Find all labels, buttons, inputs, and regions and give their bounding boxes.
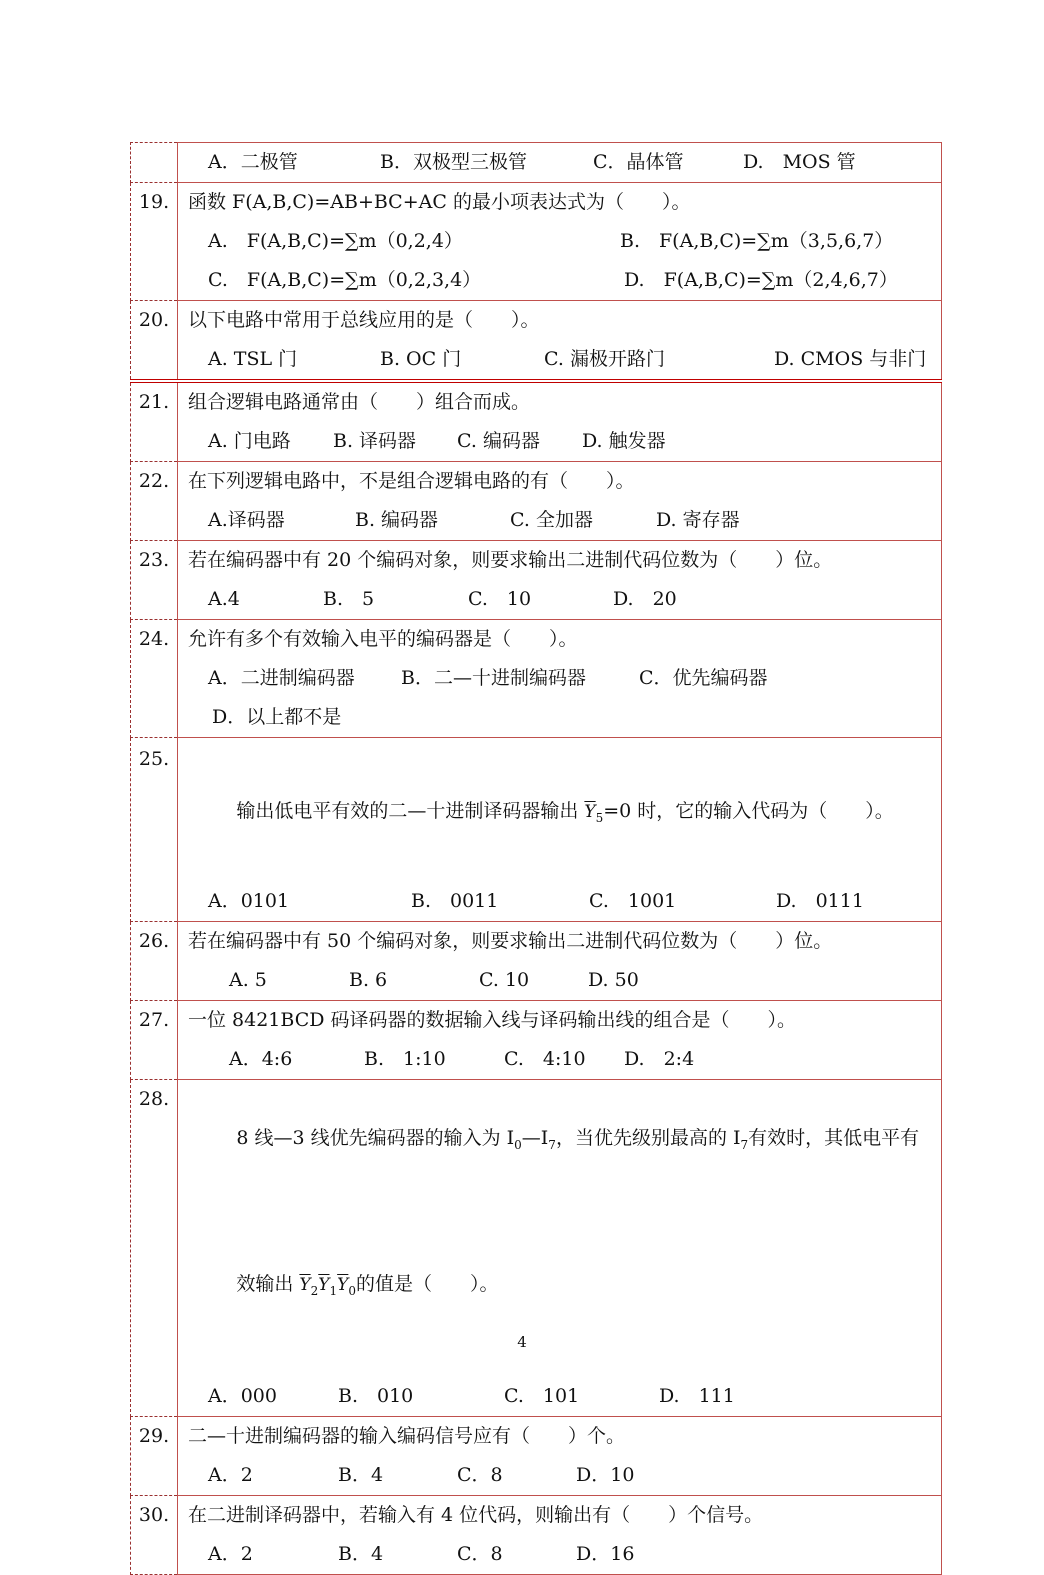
option-a: A．二进制编码器 xyxy=(208,667,355,689)
options xyxy=(188,143,941,182)
option-c: C．晶体管 xyxy=(593,151,684,173)
question-number: 28. xyxy=(131,1080,178,1417)
options xyxy=(188,501,941,540)
option-a: A. F(A,B,C)=∑m（0,2,4） xyxy=(208,230,463,252)
option-d: D. 50 xyxy=(588,969,639,991)
question-number: 23. xyxy=(131,541,178,620)
question-stem: 以下电路中常用于总线应用的是（ ）。 xyxy=(188,309,540,331)
option-a: A. TSL 门 xyxy=(208,348,298,370)
question-number: 30. xyxy=(131,1496,178,1575)
question-row-30 xyxy=(131,1496,942,1575)
options-row-2 xyxy=(188,261,941,300)
question-number: 25. xyxy=(131,738,178,922)
option-c: C. 4:10 xyxy=(504,1048,586,1070)
question-row-20 xyxy=(131,301,942,382)
option-c: C．优先编码器 xyxy=(639,667,768,689)
options xyxy=(188,1535,941,1574)
option-c: C．8 xyxy=(457,1543,503,1565)
question-stem: 函数 F(A,B,C)=AB+BC+AC 的最小项表达式为（ ）。 xyxy=(188,191,691,213)
option-d: D. 20 xyxy=(613,588,677,610)
option-b: B. 010 xyxy=(338,1385,414,1407)
option-c: C. F(A,B,C)=∑m（0,2,3,4） xyxy=(208,269,482,291)
option-d: D. 111 xyxy=(659,1385,735,1407)
question-row-18 xyxy=(131,143,942,183)
option-b: B．4 xyxy=(338,1464,384,1486)
option-c: C. 1001 xyxy=(589,890,677,912)
question-stem: 若在编码器中有 50 个编码对象，则要求输出二进制代码位数为（ ）位。 xyxy=(188,930,833,952)
options xyxy=(188,340,941,379)
question-stem: 一位 8421BCD 码译码器的数据输入线与译码输出线的组合是（ ）。 xyxy=(188,1009,797,1031)
question-stem: 若在编码器中有 20 个编码对象，则要求输出二进制代码位数为（ ）位。 xyxy=(188,549,833,571)
question-row-28 xyxy=(131,1080,942,1417)
options-row-1 xyxy=(188,659,941,698)
y5-overbar-symbol: $\overline{Y}$ xyxy=(584,802,596,822)
option-d: D. 寄存器 xyxy=(656,509,740,531)
option-b: B. OC 门 xyxy=(380,348,462,370)
option-a: A. 5 xyxy=(229,969,267,991)
option-b: B. 编码器 xyxy=(355,509,439,531)
question-number xyxy=(131,143,178,183)
y0-overbar-symbol: $\overline{Y}$ xyxy=(337,1275,349,1295)
option-a: A.4 xyxy=(208,588,240,610)
option-d: D．10 xyxy=(576,1464,635,1486)
option-b: B. 6 xyxy=(349,969,388,991)
option-c: C. 编码器 xyxy=(457,430,540,452)
question-stem: 二—十进制编码器的输入编码信号应有（ ）个。 xyxy=(188,1425,626,1447)
option-c: C. 10 xyxy=(468,588,532,610)
options xyxy=(188,961,941,1000)
option-a: A. 门电路 xyxy=(208,430,291,452)
question-number: 19. xyxy=(131,183,178,301)
question-number: 24. xyxy=(131,620,178,738)
question-stem: 8 线—3 线优先编码器的输入为 $I_0—I_7$，当优先级别最高的 $I_7$有效时，其低电平有 xyxy=(236,1127,920,1152)
option-d: D. F(A,B,C)=∑m（2,4,6,7） xyxy=(624,269,898,291)
page-number: 4 xyxy=(517,1333,527,1351)
option-b: B. 1:10 xyxy=(364,1048,446,1070)
option-d: D．以上都不是 xyxy=(212,706,342,728)
question-stem: 输出低电平有效的二—十进制译码器输出 $\overline{Y}_5=0$ 时，它的输入代码为（ ）。 xyxy=(236,800,894,825)
question-stem: 在二进制译码器中，若输入有 4 位代码，则输出有（ ）个信号。 xyxy=(188,1504,764,1526)
question-number: 21. xyxy=(131,381,178,462)
option-c: C. 漏极开路门 xyxy=(544,348,665,370)
question-number: 22. xyxy=(131,462,178,541)
options xyxy=(188,1040,941,1079)
question-stem: 在下列逻辑电路中，不是组合逻辑电路的有（ ）。 xyxy=(188,470,635,492)
question-number: 20. xyxy=(131,301,178,382)
question-row-22 xyxy=(131,462,942,541)
question-row-29 xyxy=(131,1417,942,1496)
question-stem: 组合逻辑电路通常由（ ）组合而成。 xyxy=(188,391,531,413)
option-a: A．000 xyxy=(208,1385,277,1407)
options xyxy=(188,1456,941,1495)
question-stem: 允许有多个有效输入电平的编码器是（ ）。 xyxy=(188,628,578,650)
option-d: D. 2:4 xyxy=(624,1048,695,1070)
option-a: A.译码器 xyxy=(208,509,285,531)
option-b: B．二—十进制编码器 xyxy=(401,667,586,689)
option-d: D．16 xyxy=(576,1543,635,1565)
option-d: D. 0111 xyxy=(776,890,864,912)
option-c: C. 全加器 xyxy=(510,509,593,531)
question-row-21 xyxy=(131,381,942,462)
options xyxy=(188,580,941,619)
options xyxy=(188,872,941,921)
question-number: 27. xyxy=(131,1001,178,1080)
question-row-19 xyxy=(131,183,942,301)
question-row-24 xyxy=(131,620,942,738)
option-b: B. 译码器 xyxy=(333,430,417,452)
option-c: C. 10 xyxy=(479,969,530,991)
options xyxy=(188,422,941,461)
option-b: B. F(A,B,C)=∑m（3,5,6,7） xyxy=(620,230,894,252)
option-a: A．0101 xyxy=(208,890,290,912)
option-a: A．二极管 xyxy=(208,151,298,173)
option-c: C. 101 xyxy=(504,1385,580,1407)
option-b: B．4 xyxy=(338,1543,384,1565)
question-stem-line-2: 效输出 $\overline{Y}_2\overline{Y}_1\overline{Y}_0$的值是（ ）。 xyxy=(236,1273,499,1298)
question-row-27 xyxy=(131,1001,942,1080)
question-row-25 xyxy=(131,738,942,922)
y2-overbar-symbol: $\overline{Y}$ xyxy=(299,1275,311,1295)
option-d: D. MOS 管 xyxy=(743,151,856,173)
option-b: B. 5 xyxy=(323,588,375,610)
option-c: C．8 xyxy=(457,1464,503,1486)
question-row-23 xyxy=(131,541,942,620)
option-a: A．4:6 xyxy=(229,1048,293,1070)
question-number: 26. xyxy=(131,922,178,1001)
options xyxy=(188,1372,941,1416)
y1-overbar-symbol: $\overline{Y}$ xyxy=(318,1275,330,1295)
question-table xyxy=(130,142,942,1575)
question-row-26 xyxy=(131,922,942,1001)
option-b: B．双极型三极管 xyxy=(380,151,527,173)
option-d: D. 触发器 xyxy=(582,430,666,452)
option-a: A．2 xyxy=(208,1543,253,1565)
option-b: B. 0011 xyxy=(411,890,499,912)
option-a: A．2 xyxy=(208,1464,253,1486)
question-number: 29. xyxy=(131,1417,178,1496)
options-row-1 xyxy=(188,222,941,261)
option-d: D. CMOS 与非门 xyxy=(774,348,927,370)
